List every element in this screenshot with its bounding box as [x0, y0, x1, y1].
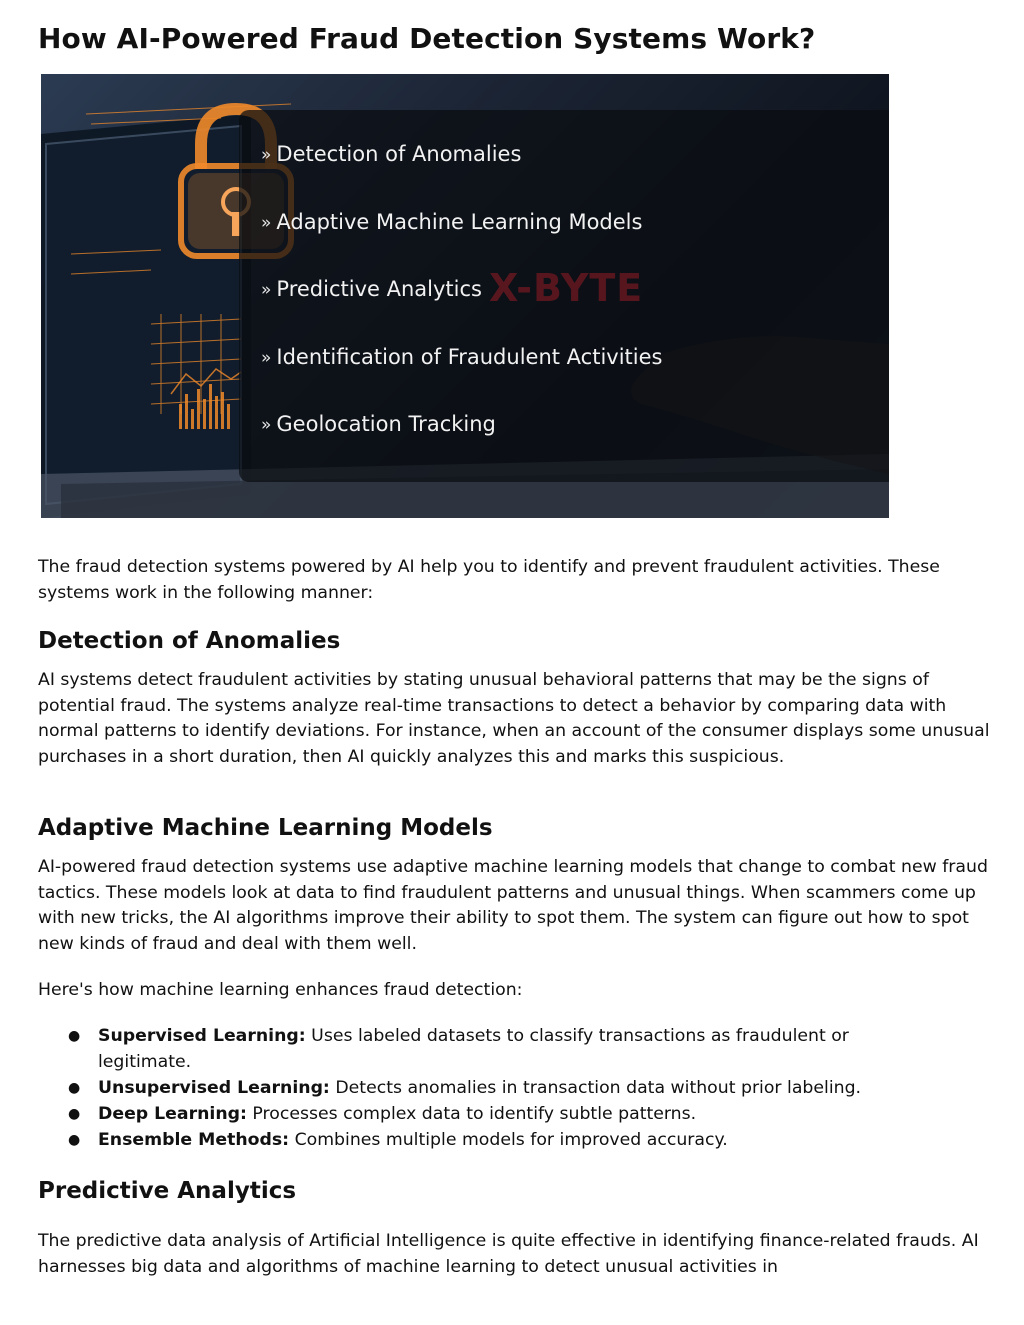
list-item-text: Combines multiple models for improved accuracy. [289, 1130, 728, 1150]
section-paragraph-predictive: The predictive data analysis of Artificial Intelligence is quite effective in identifying finance-related frauds. AI harnesses big data and algorithms of machine learning to detect unusual activities in [38, 1231, 979, 1277]
list-item-text: Processes complex data to identify subtle patterns. [246, 1104, 697, 1124]
hero-list-item [261, 412, 662, 480]
watermark-logo: X-BYTE [489, 266, 644, 310]
chevron-double-right-icon: » [261, 415, 267, 435]
chevron-double-right-icon: » [261, 347, 267, 368]
list-item-text: Uses labeled datasets to classify transactions as fraudulent or legitimate. [98, 1026, 849, 1072]
bullet-icon: ● [68, 1080, 81, 1096]
section-lead-adaptive-ml: Here's how machine learning enhances fraud detection: [38, 980, 523, 1000]
list-item [38, 1023, 938, 1075]
list-item-term: Deep Learning: [98, 1104, 247, 1124]
section-heading-adaptive-ml: Adaptive Machine Learning Models [38, 815, 493, 841]
list-item-term: Ensemble Methods: [98, 1130, 290, 1150]
chevron-double-right-icon: » [261, 212, 267, 233]
chevron-double-right-icon: » [261, 280, 267, 300]
hero-list-item [261, 345, 662, 413]
section-heading-anomalies: Detection of Anomalies [38, 628, 341, 654]
intro-paragraph: The fraud detection systems powered by AI help you to identify and prevent fraudulent activities. These systems work in the following manner: [38, 557, 940, 603]
list-item [38, 1101, 938, 1127]
section-paragraph-adaptive-ml: AI-powered fraud detection systems use adaptive machine learning models that change to combat new fraud tactics. These models look at data to find fraudulent patterns and unusual things. When scammers come up with new tricks, the AI algorithms improve their ability to spot them. The system can figure out how to spot new kinds of fraud and deal with them well. [38, 857, 988, 954]
hero-image [41, 74, 889, 518]
section-heading-predictive: Predictive Analytics [38, 1178, 297, 1204]
hero-feature-list [261, 142, 662, 480]
list-item [38, 1075, 938, 1101]
chevron-double-right-icon: » [261, 145, 267, 165]
hero-list-item [261, 277, 662, 345]
list-item-term: Unsupervised Learning: [98, 1078, 330, 1098]
list-item-text: Detects anomalies in transaction data without prior labeling. [329, 1078, 862, 1098]
page-title: How AI-Powered Fraud Detection Systems Work? [38, 22, 816, 55]
hero-list-item-label: Geolocation Tracking [276, 412, 496, 436]
bullet-icon: ● [68, 1106, 81, 1122]
bullet-icon: ● [68, 1132, 81, 1148]
section-paragraph-anomalies: AI systems detect fraudulent activities by stating unusual behavioral patterns that may be the signs of potential fraud. The systems analyze real-time transactions to detect a behavior by comparing data with normal patterns to identify deviations. For instance, when an account of the consumer displays some unusual purchases in a short duration, then AI quickly analyzes this and marks this suspicious. [38, 670, 990, 767]
list-item [38, 1127, 938, 1153]
hero-list-item-label: Adaptive Machine Learning Models [276, 209, 643, 234]
hero-list-item-label: Detection of Anomalies [276, 142, 522, 166]
hero-list-item [261, 210, 662, 278]
hero-list-item-label: Predictive Analytics [276, 277, 482, 301]
ml-techniques-list [38, 1023, 938, 1153]
hero-list-item-label: Identification of Fraudulent Activities [276, 344, 663, 369]
list-item-term: Supervised Learning: [98, 1026, 306, 1046]
bullet-icon: ● [68, 1028, 81, 1044]
hero-list-item [261, 142, 662, 210]
